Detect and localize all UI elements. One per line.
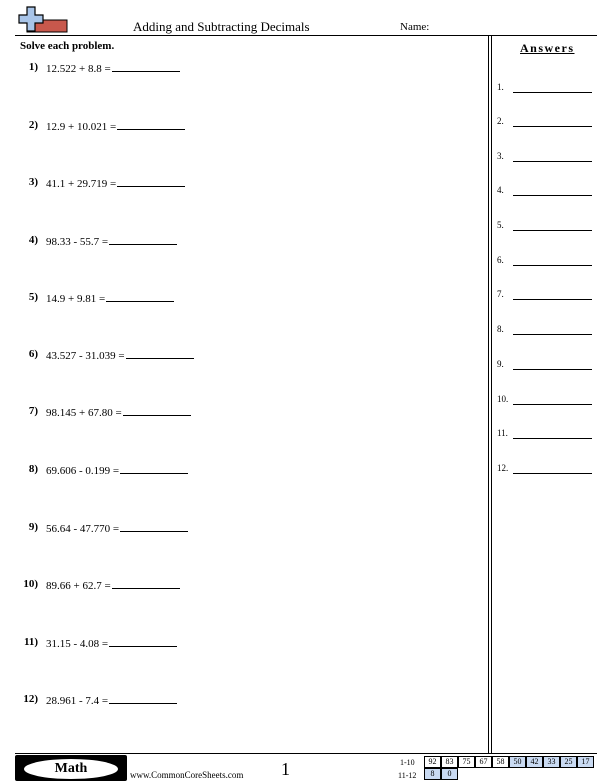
score-cell: 58 bbox=[492, 756, 509, 768]
problem-expression: 89.66 + 62.7 = bbox=[46, 579, 180, 592]
score-cell: 33 bbox=[543, 756, 560, 768]
problem-number: 4) bbox=[28, 234, 38, 246]
problem-expression: 98.145 + 67.80 = bbox=[46, 406, 191, 419]
answer-number: 12. bbox=[497, 463, 509, 473]
footer-subject-label: Math bbox=[54, 761, 88, 776]
answer-line bbox=[513, 265, 592, 266]
answer-slot-12[interactable] bbox=[497, 463, 593, 477]
answer-blank[interactable] bbox=[112, 62, 180, 72]
answer-blank[interactable] bbox=[109, 694, 177, 704]
score-row-label-11-12: 11-12 bbox=[398, 771, 417, 780]
answer-number: 6. bbox=[497, 255, 504, 265]
answer-slot-8[interactable] bbox=[497, 324, 593, 338]
problem-expression: 31.15 - 4.08 = bbox=[46, 637, 177, 650]
problem-expression: 69.606 - 0.199 = bbox=[46, 464, 188, 477]
problem-number: 8) bbox=[28, 463, 38, 475]
answer-slot-3[interactable] bbox=[497, 151, 593, 165]
column-divider-left bbox=[488, 35, 489, 753]
problem-expression: 12.9 + 10.021 = bbox=[46, 120, 185, 133]
answer-line bbox=[513, 161, 592, 162]
answer-line bbox=[513, 404, 592, 405]
answer-number: 5. bbox=[497, 220, 504, 230]
answer-number: 7. bbox=[497, 289, 504, 299]
answers-heading: Answers bbox=[520, 41, 575, 55]
problem-number: 5) bbox=[28, 291, 38, 303]
problem-expression: 43.527 - 31.039 = bbox=[46, 349, 194, 362]
page-title: Adding and Subtracting Decimals bbox=[133, 19, 310, 34]
answer-slot-7[interactable] bbox=[497, 289, 593, 303]
answer-slot-2[interactable] bbox=[497, 116, 593, 130]
problem-expression: 56.64 - 47.770 = bbox=[46, 522, 188, 535]
answer-slot-1[interactable] bbox=[497, 82, 593, 96]
answer-slot-4[interactable] bbox=[497, 185, 593, 199]
problem-number: 12) bbox=[23, 693, 38, 705]
score-cell: 25 bbox=[560, 756, 577, 768]
instructions: Solve each problem. bbox=[20, 40, 115, 52]
answer-line bbox=[513, 92, 592, 93]
header-divider bbox=[15, 35, 597, 36]
score-row-label-1-10: 1-10 bbox=[400, 758, 415, 767]
footer-divider bbox=[15, 753, 597, 754]
score-cell: 8 bbox=[424, 768, 441, 780]
answer-line bbox=[513, 334, 592, 335]
problem-expression: 41.1 + 29.719 = bbox=[46, 177, 185, 190]
name-label: Name: bbox=[400, 21, 430, 33]
problem-expression: 14.9 + 9.81 = bbox=[46, 292, 174, 305]
problem-number: 2) bbox=[28, 119, 38, 131]
score-cell: 0 bbox=[441, 768, 458, 780]
problem-number: 6) bbox=[28, 348, 38, 360]
score-cell: 67 bbox=[475, 756, 492, 768]
answer-blank[interactable] bbox=[109, 637, 177, 647]
problem-number: 1) bbox=[28, 61, 38, 73]
answer-number: 11. bbox=[497, 428, 508, 438]
answer-line bbox=[513, 438, 592, 439]
answer-blank[interactable] bbox=[109, 235, 177, 245]
score-cell: 50 bbox=[509, 756, 526, 768]
answer-blank[interactable] bbox=[120, 522, 188, 532]
problem-number: 9) bbox=[28, 521, 38, 533]
answer-blank[interactable] bbox=[106, 292, 174, 302]
answer-slot-10[interactable] bbox=[497, 394, 593, 408]
answer-line bbox=[513, 126, 592, 127]
answer-blank[interactable] bbox=[117, 120, 185, 130]
answer-line bbox=[513, 369, 592, 370]
answer-slot-11[interactable] bbox=[497, 428, 593, 442]
score-cell: 92 bbox=[424, 756, 441, 768]
answer-slot-6[interactable] bbox=[497, 255, 593, 269]
footer-url[interactable]: www.CommonCoreSheets.com bbox=[130, 770, 244, 780]
answer-number: 4. bbox=[497, 185, 504, 195]
answer-number: 3. bbox=[497, 151, 504, 161]
column-divider-right bbox=[491, 35, 492, 753]
answer-slot-5[interactable] bbox=[497, 220, 593, 234]
answer-line bbox=[513, 230, 592, 231]
score-cell: 42 bbox=[526, 756, 543, 768]
answer-number: 10. bbox=[497, 394, 509, 404]
answer-blank[interactable] bbox=[126, 349, 194, 359]
page-number: 1 bbox=[281, 759, 290, 779]
problem-number: 3) bbox=[28, 176, 38, 188]
answer-number: 8. bbox=[497, 324, 504, 334]
score-cell: 83 bbox=[441, 756, 458, 768]
problem-expression: 28.961 - 7.4 = bbox=[46, 694, 177, 707]
problem-number: 7) bbox=[28, 405, 38, 417]
answer-blank[interactable] bbox=[123, 406, 191, 416]
score-cell: 75 bbox=[458, 756, 475, 768]
answer-line bbox=[513, 299, 592, 300]
score-cell: 17 bbox=[577, 756, 594, 768]
answer-blank[interactable] bbox=[112, 579, 180, 589]
answer-number: 2. bbox=[497, 116, 504, 126]
problem-number: 11) bbox=[23, 636, 38, 648]
answer-number: 9. bbox=[497, 359, 504, 369]
answer-blank[interactable] bbox=[117, 177, 185, 187]
problem-expression: 12.522 + 8.8 = bbox=[46, 62, 180, 75]
problem-expression: 98.33 - 55.7 = bbox=[46, 235, 177, 248]
answer-number: 1. bbox=[497, 82, 504, 92]
plus-minus-logo-icon bbox=[16, 5, 70, 37]
answer-blank[interactable] bbox=[120, 464, 188, 474]
answer-line bbox=[513, 195, 592, 196]
answer-line bbox=[513, 473, 592, 474]
answer-slot-9[interactable] bbox=[497, 359, 593, 373]
problem-number: 10) bbox=[23, 578, 38, 590]
